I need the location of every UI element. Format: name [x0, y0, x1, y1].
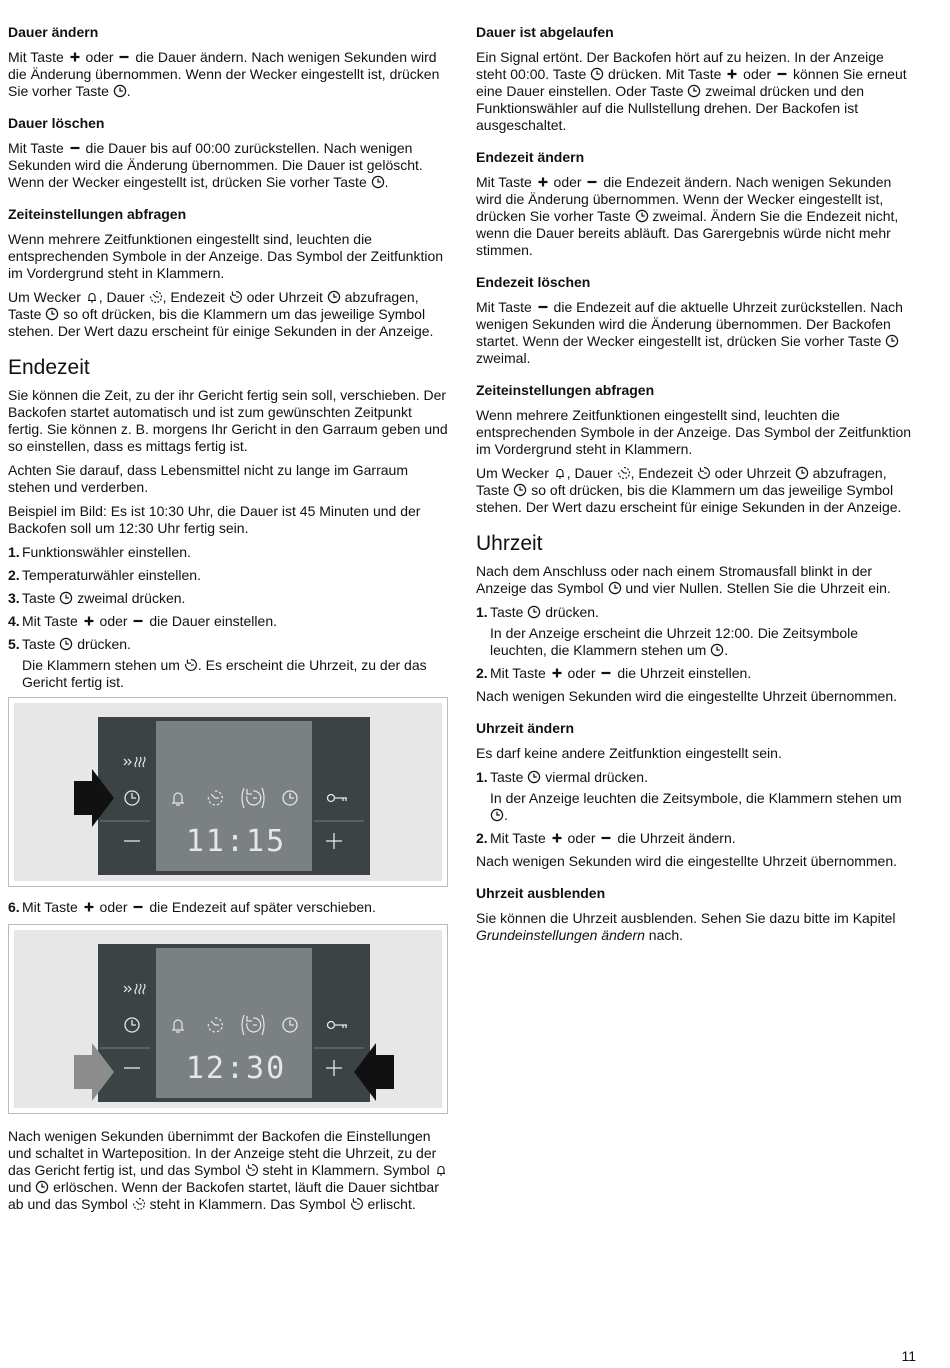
step-text: Mit Taste oder die Uhrzeit ändern.: [490, 830, 736, 846]
oven-panel-figure-2: [8, 924, 448, 1114]
paragraph-zeit-abfragen-2: Um Wecker , Dauer , Endezeit oder Uhrzeit abzufragen, Taste so oft drücken, bis die Klammern um das jeweilige Symbol stehen. Der Wert dazu erscheint für einige Sekunden in der Anzeige.: [8, 289, 434, 339]
step-item: [476, 604, 916, 659]
oven-control-panel-svg: [14, 703, 444, 881]
paragraph-uhrzeit-2: Nach wenigen Sekunden wird die eingestellte Uhrzeit übernommen.: [476, 688, 898, 704]
oven-control-panel-svg: [14, 930, 444, 1108]
step-item: [8, 590, 448, 607]
step-item: [8, 636, 448, 691]
bell-icon: [434, 1163, 448, 1177]
step-text: Mit Taste oder die Dauer einstellen.: [22, 613, 277, 629]
paragraph-endezeit-loeschen: Mit Taste die Endezeit auf die aktuelle Uhrzeit zurückstellen. Nach wenigen Sekunden wird die Änderung übernommen. Der Backofen startet. Wenn der Wecker eingestellt ist, drücken Sie vorher Taste zweimal.: [476, 299, 903, 366]
paragraph-endezeit-aendern: Mit Taste oder die Endezeit ändern. Nach wenigen Sekunden wird die Änderung übernommen. Wenn der Wecker eingestellt ist, drücken Sie vorher Taste zweimal. Ändern Sie die Endezeit nicht, wenn die Dauer bereits abläuft. Das Garergebnis würde nicht mehr stimmen.: [476, 174, 899, 258]
clock-icon: [527, 770, 541, 784]
endtime-icon: [697, 466, 711, 480]
clock-icon: [527, 605, 541, 619]
step-number: 2.: [476, 665, 488, 681]
step-result: Die Klammern stehen um . Es erscheint die Uhrzeit, zu der das Gericht fertig ist.: [22, 657, 427, 690]
heading-uhrzeit-aendern: Uhrzeit ändern: [476, 720, 575, 736]
paragraph-endezeit-final: Nach wenigen Sekunden übernimmt der Backofen die Einstellungen und schaltet in Warteposition. In der Anzeige steht die Uhrzeit, zu der das Gericht fertig ist, und das Symbol steht in Klammern. Symbol und erlöschen. Wenn der Backofen startet, läuft die Dauer sichtbar ab und das Symbol steht in Klammern. Das Symbol erlischt.: [8, 1128, 448, 1213]
step-number: 2.: [476, 830, 488, 846]
step-item: [8, 899, 448, 916]
bell-icon: [553, 466, 567, 480]
display-time: 11:15: [185, 824, 287, 859]
clock-icon: [513, 483, 527, 497]
step-result: In der Anzeige erscheint die Uhrzeit 12:00. Die Zeitsymbole leuchten, die Klammern stehen um .: [490, 625, 859, 658]
uhrzeit-steps: [476, 604, 916, 682]
step-text: Funktionswähler einstellen.: [22, 544, 191, 560]
step-number: 3.: [8, 590, 20, 606]
minus-icon: [585, 175, 599, 189]
oven-panel-figure-1: [8, 697, 448, 887]
step-result: In der Anzeige leuchten die Zeitsymbole, die Klammern stehen um .: [490, 790, 902, 823]
clock-icon: [327, 290, 341, 304]
clock-icon: [710, 643, 724, 657]
step-item: [476, 769, 916, 824]
step-item: [476, 665, 916, 682]
paragraph-uhrzeit-aendern-2: Nach wenigen Sekunden wird die eingestellte Uhrzeit übernommen.: [476, 853, 898, 869]
step-item: [476, 830, 916, 847]
heading-dauer-loeschen: Dauer löschen: [8, 115, 105, 131]
paragraph-endezeit-2: Achten Sie darauf, dass Lebensmittel nicht zu lange im Garraum stehen und verderben.: [8, 462, 408, 495]
paragraph-zeit-abfragen-r2: Um Wecker , Dauer , Endezeit oder Uhrzeit abzufragen, Taste so oft drücken, bis die Klammern um das jeweilige Symbol stehen. Der Wert dazu erscheint für einige Sekunden in der Anzeige.: [476, 465, 902, 515]
minus-icon: [599, 666, 613, 680]
duration-icon: [617, 466, 631, 480]
display-time: 12:30: [185, 1051, 287, 1086]
minus-icon: [117, 50, 131, 64]
clock-icon: [59, 637, 73, 651]
step-number: 4.: [8, 613, 20, 629]
minus-icon: [775, 67, 789, 81]
step-text: Mit Taste oder die Endezeit auf später verschieben.: [22, 899, 376, 915]
duration-icon: [149, 290, 163, 304]
clock-icon: [45, 307, 59, 321]
paragraph-uhrzeit-aendern-1: Es darf keine andere Zeitfunktion eingestellt sein.: [476, 745, 782, 761]
clock-icon: [371, 175, 385, 189]
plus-icon: [550, 666, 564, 680]
step-item: [8, 613, 448, 630]
clock-icon: [35, 1180, 49, 1194]
bell-icon: [85, 290, 99, 304]
endtime-icon: [350, 1197, 364, 1211]
step-text: Taste viermal drücken.: [490, 769, 648, 785]
clock-icon: [885, 334, 899, 348]
paragraph-endezeit-1: Sie können die Zeit, zu der ihr Gericht fertig sein soll, verschieben. Der Backofen startet automatisch und ist zum gewünschten Zeitpunkt fertig. Sie können z. B. morgens Ihr Gericht in den Garraum geben und so einstellen, dass es mittags fertig ist.: [8, 387, 448, 454]
paragraph-dauer-loeschen: Mit Taste die Dauer bis auf 00:00 zurückstellen. Nach wenigen Sekunden wird die Änderung übernommen. Die Dauer ist gelöscht. Wenn der Wecker eingestellt ist, drücken Sie vorher Taste .: [8, 140, 423, 190]
duration-icon: [132, 1197, 146, 1211]
heading-endezeit-aendern: Endezeit ändern: [476, 149, 585, 165]
heading-uhrzeit: Uhrzeit: [476, 532, 543, 555]
paragraph-uhrzeit-1: Nach dem Anschluss oder nach einem Stromausfall blinkt in der Anzeige das Symbol und vier Nullen. Stellen Sie die Uhrzeit ein.: [476, 563, 891, 596]
clock-icon: [635, 209, 649, 223]
left-column: [8, 24, 448, 1220]
paragraph-uhrzeit-ausblenden: Sie können die Uhrzeit ausblenden. Sehen Sie dazu bitte im Kapitel Grundeinstellungen ändern nach.: [476, 910, 896, 943]
step-text: Taste drücken.: [490, 604, 599, 620]
step-text: Taste zweimal drücken.: [22, 590, 186, 606]
step-text: Temperaturwähler einstellen.: [22, 567, 201, 583]
heading-uhrzeit-ausblenden: Uhrzeit ausblenden: [476, 885, 606, 901]
clock-icon: [687, 84, 701, 98]
endezeit-steps: [8, 544, 448, 691]
clock-icon: [113, 84, 127, 98]
heading-dauer-abgelaufen: Dauer ist abgelaufen: [476, 24, 614, 40]
step-item: [8, 544, 448, 561]
paragraph-zeit-abfragen-1: Wenn mehrere Zeitfunktionen eingestellt sind, leuchten die entsprechenden Symbole in der Anzeige. Das Symbol der Zeitfunktion im Vordergrund steht in Klammern.: [8, 231, 444, 281]
step-item: [8, 567, 448, 584]
page-number: 11: [901, 1348, 916, 1364]
paragraph-endezeit-3: Beispiel im Bild: Es ist 10:30 Uhr, die Dauer ist 45 Minuten und der Backofen soll um 12:30 Uhr fertig sein.: [8, 503, 421, 536]
clock-icon: [59, 591, 73, 605]
endtime-icon: [184, 658, 198, 672]
step-number: 2.: [8, 567, 20, 583]
uhrzeit-aendern-steps: [476, 769, 916, 847]
paragraph-dauer-aendern: Mit Taste oder die Dauer ändern. Nach wenigen Sekunden wird die Änderung übernommen. Wenn der Wecker eingestellt ist, drücken Sie vorher Taste .: [8, 49, 440, 99]
heading-endezeit-loeschen: Endezeit löschen: [476, 274, 591, 290]
heading-endezeit: Endezeit: [8, 356, 90, 379]
step-number: 1.: [8, 544, 20, 560]
step-number: 5.: [8, 636, 20, 652]
plus-icon: [68, 50, 82, 64]
endezeit-step-6: [8, 899, 448, 916]
minus-icon: [68, 141, 82, 155]
right-column: [476, 24, 916, 951]
paragraph-zeit-abfragen-r1: Wenn mehrere Zeitfunktionen eingestellt sind, leuchten die entsprechenden Symbole in der Anzeige. Das Symbol der Zeitfunktion im Vordergrund steht in Klammern.: [476, 407, 912, 457]
clock-icon: [490, 808, 504, 822]
step-number: 1.: [476, 604, 488, 620]
step-number: 1.: [476, 769, 488, 785]
step-text: Taste drücken.: [22, 636, 131, 652]
endtime-icon: [245, 1163, 259, 1177]
heading-zeiteinstellungen-abfragen: Zeiteinstellungen abfragen: [8, 206, 187, 222]
heading-dauer-aendern: Dauer ändern: [8, 24, 99, 40]
heading-zeiteinstellungen-abfragen-2: Zeiteinstellungen abfragen: [476, 382, 655, 398]
clock-icon: [590, 67, 604, 81]
oven-panel-1: [14, 703, 442, 881]
minus-icon: [131, 900, 145, 914]
plus-icon: [550, 831, 564, 845]
clock-icon: [608, 581, 622, 595]
paragraph-dauer-abgelaufen: Ein Signal ertönt. Der Backofen hört auf zu heizen. In der Anzeige steht 00:00. Taste drücken. Mit Taste oder können Sie erneut eine Dauer einstellen. Oder Taste zweimal drücken und den Funktionswähler auf die Nullstellung drehen. Der Backofen ist ausgeschaltet.: [476, 49, 907, 133]
endtime-icon: [229, 290, 243, 304]
clock-icon: [795, 466, 809, 480]
minus-icon: [599, 831, 613, 845]
step-number: 6.: [8, 899, 20, 915]
minus-icon: [131, 614, 145, 628]
plus-icon: [536, 175, 550, 189]
oven-panel-2: [14, 930, 442, 1108]
plus-icon: [82, 614, 96, 628]
plus-icon: [82, 900, 96, 914]
plus-icon: [725, 67, 739, 81]
minus-icon: [536, 300, 550, 314]
step-text: Mit Taste oder die Uhrzeit einstellen.: [490, 665, 752, 681]
